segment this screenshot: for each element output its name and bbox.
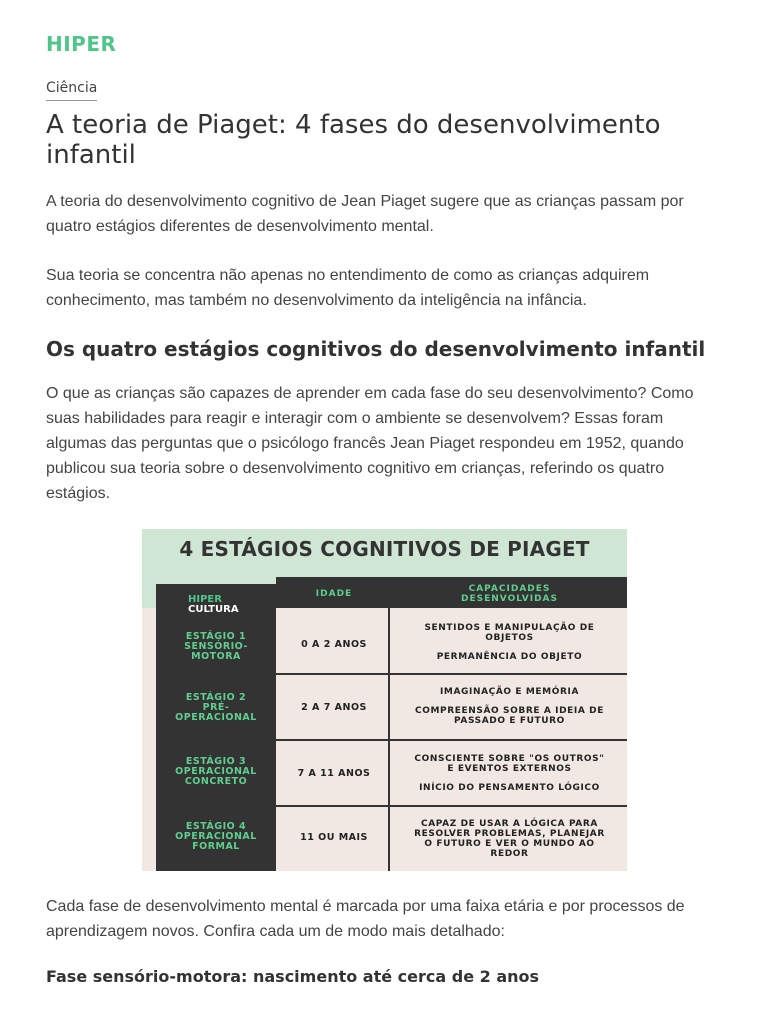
- stage-label-line: ESTÁGIO 2: [185, 692, 247, 703]
- stage-label: [156, 757, 276, 787]
- section-paragraph: O que as crianças são capazes de aprender em cada fase do seu desenvolvimento? Como suas habilidades para reagir e interagir com o ambiente se desenvolvem? Essas foram algumas das perguntas que o psicólogo francês Jean Piaget respondeu em 1952, quando publicou sua teoria sobre o desenvolvimento cognitivo em crianças, referindo os quatro estágios.: [46, 385, 694, 502]
- capacity-line: CAPAZ DE USAR A LÓGICA PARA: [421, 819, 598, 829]
- stage-label-line: SENSÓRIO-: [184, 641, 248, 652]
- column-header-age: IDADE: [315, 589, 353, 599]
- stage-label-line: PRÉ-: [202, 702, 230, 713]
- stage-label-line: OPERACIONAL: [175, 712, 257, 723]
- age-range: 7 A 11 ANOS: [297, 768, 371, 779]
- stage-label-line: CONCRETO: [184, 776, 248, 787]
- capacities-text: [392, 623, 627, 662]
- capacities-text: [392, 687, 627, 726]
- stage-label-line: OPERACIONAL: [175, 766, 257, 777]
- capacity-line: O FUTURO E VER O MUNDO AO: [424, 839, 595, 849]
- infographic-brand-line1: HIPER: [188, 594, 222, 605]
- capacity-line: REDOR: [490, 849, 529, 859]
- capacities-text: [392, 754, 627, 793]
- capacity-line: INÍCIO DO PENSAMENTO LÓGICO: [419, 783, 600, 793]
- infographic-title: 4 ESTÁGIOS COGNITIVOS DE PIAGET: [179, 537, 590, 561]
- row-divider: [276, 673, 627, 675]
- stage-label-line: MOTORA: [191, 651, 241, 662]
- capacity-line: PASSADO E FUTURO: [454, 716, 565, 726]
- capacity-line: OBJETOS: [485, 633, 534, 643]
- stage-label-line: ESTÁGIO 3: [185, 756, 247, 767]
- infographic-brand-line2: CULTURA: [188, 604, 239, 615]
- stage-label-line: FORMAL: [192, 841, 240, 852]
- column-header-capacities-line1: CAPACIDADES: [468, 584, 551, 594]
- column-header-capacities-line2: DESENVOLVIDAS: [461, 594, 558, 604]
- intro-paragraph-1: A teoria do desenvolvimento cognitivo de Jean Piaget sugere que as crianças passam por quatro estágios diferentes de desenvolvimento mental.: [46, 193, 684, 235]
- age-range: 0 A 2 ANOS: [301, 639, 367, 650]
- capacity-line: E EVENTOS EXTERNOS: [447, 764, 572, 774]
- capacity-line: IMAGINAÇÃO E MEMÓRIA: [439, 687, 580, 697]
- stage-label-line: ESTÁGIO 1: [185, 631, 247, 642]
- age-range: 11 OU MAIS: [300, 832, 368, 843]
- row-divider: [276, 739, 627, 741]
- after-infographic-paragraph: Cada fase de desenvolvimento mental é marcada por uma faixa etária e por processos de aprendizagem novos. Confira cada um de modo mais detalhado:: [46, 898, 685, 940]
- stage-label-line: ESTÁGIO 4: [185, 821, 247, 832]
- capacity-spacer: [392, 643, 627, 652]
- subsection-heading: Fase sensório-motora: nascimento até cerca de 2 anos: [46, 967, 540, 986]
- stage-label: [156, 693, 276, 723]
- site-logo[interactable]: HIPER: [46, 32, 117, 56]
- row-divider: [276, 805, 627, 807]
- piaget-stages-infographic: [142, 529, 627, 871]
- column-divider: [388, 577, 390, 871]
- age-range: 2 A 7 ANOS: [301, 702, 367, 713]
- capacity-line: SENTIDOS E MANIPULAÇÃO DE: [424, 623, 595, 633]
- capacity-line: COMPREENSÃO SOBRE A IDEIA DE: [415, 706, 604, 716]
- article-title: A teoria de Piaget: 4 fases do desenvolvimento infantil: [46, 110, 661, 170]
- capacities-text: [392, 819, 627, 859]
- section-heading: Os quatro estágios cognitivos do desenvolvimento infantil: [46, 337, 706, 361]
- capacity-line: RESOLVER PROBLEMAS, PLANEJAR: [414, 829, 605, 839]
- stage-label-line: OPERACIONAL: [175, 831, 257, 842]
- stage-label: [156, 632, 276, 662]
- intro-paragraph-2: Sua teoria se concentra não apenas no entendimento de como as crianças adquirem conhecimento, mas também no desenvolvimento da inteligência na infância.: [46, 267, 650, 309]
- capacity-line: CONSCIENTE SOBRE "OS OUTROS": [414, 754, 605, 764]
- capacity-spacer: [392, 774, 627, 783]
- capacity-spacer: [392, 697, 627, 706]
- category-link[interactable]: Ciência: [46, 80, 97, 101]
- capacity-line: PERMANÊNCIA DO OBJETO: [436, 652, 583, 662]
- stage-label: [156, 822, 276, 852]
